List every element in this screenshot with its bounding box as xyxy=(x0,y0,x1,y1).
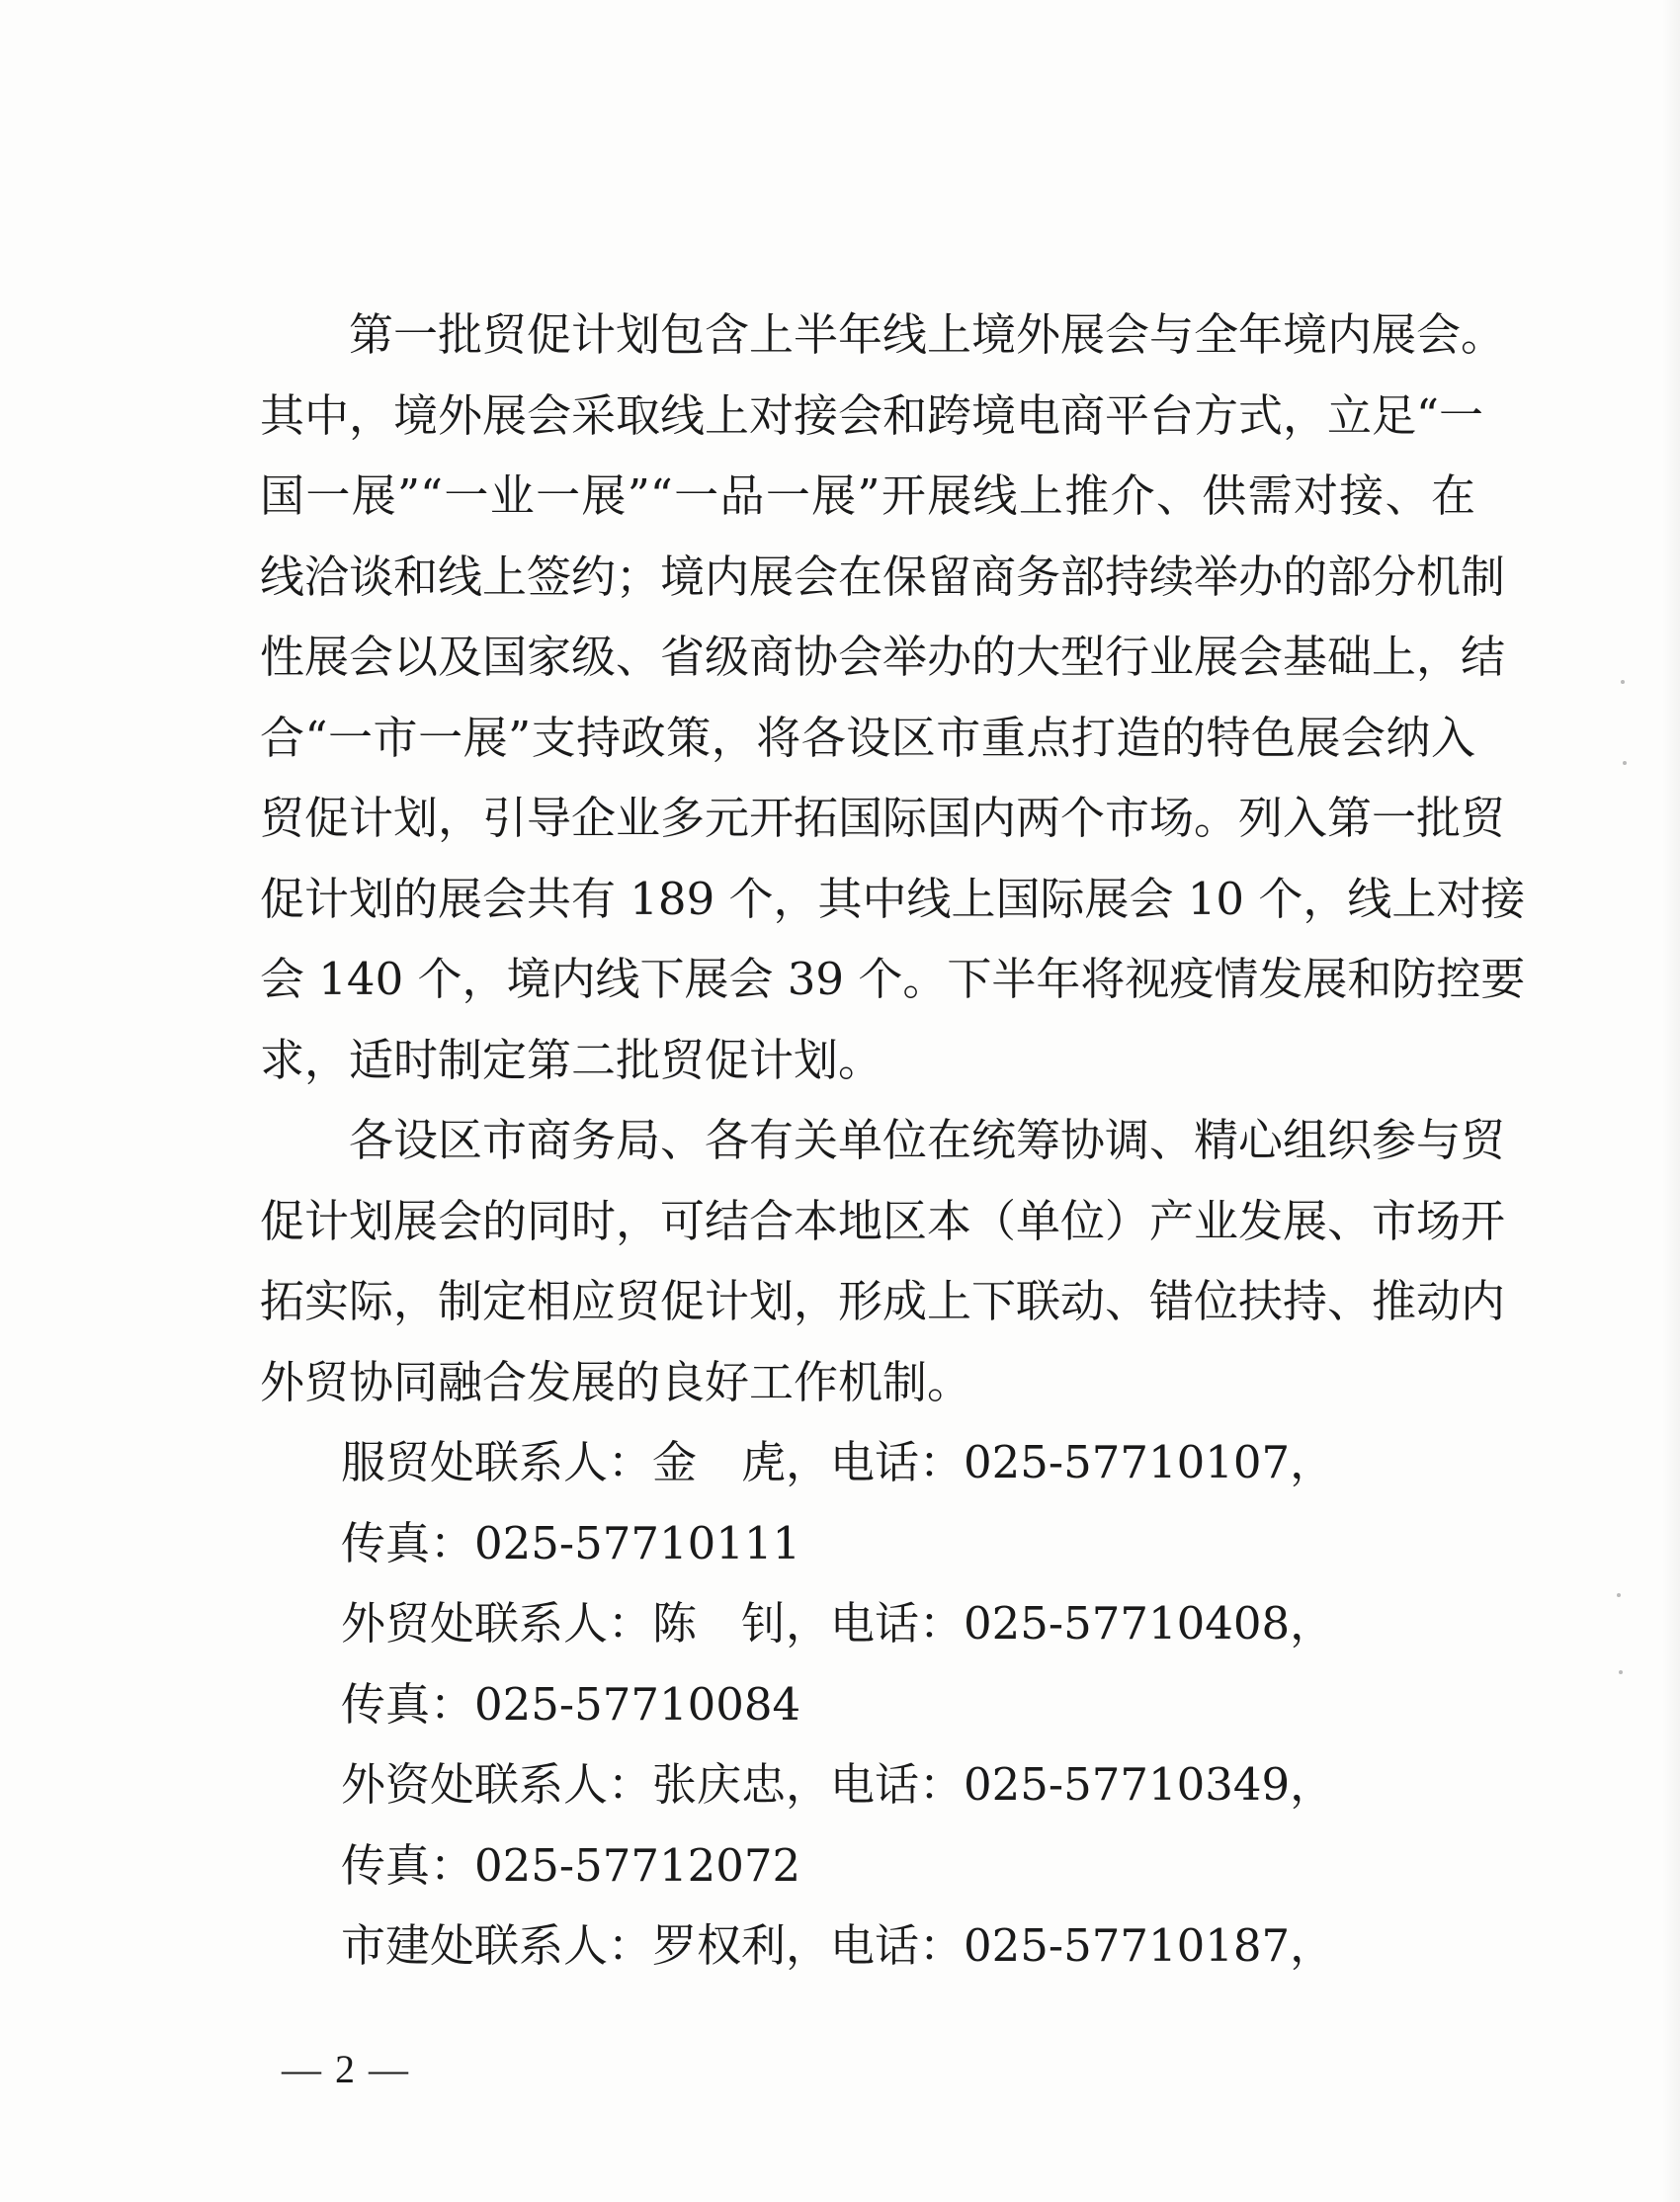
paragraph-line: 其中，境外展会采取线上对接会和跨境电商平台方式，立足“一 xyxy=(260,388,1484,442)
scan-speck xyxy=(1623,761,1627,765)
paragraph-line: 贸促计划，引导企业多元开拓国际国内两个市场。列入第一批贸 xyxy=(260,792,1506,844)
contact-fax-line: 传真：025-57710084 xyxy=(341,1677,801,1731)
contact-line: 市建处联系人：罗权利，电话：025-57710187， xyxy=(341,1919,1335,1972)
scan-speck xyxy=(1621,680,1625,684)
scan-speck xyxy=(1619,1670,1623,1674)
contact-line: 外资处联系人：张庆忠，电话：025-57710349， xyxy=(341,1758,1335,1811)
paragraph-line: 合“一市一展”支持政策，将各设区市重点打造的特色展会纳入 xyxy=(260,711,1475,764)
paragraph-line: 促计划展会的同时，可结合本地区本（单位）产业发展、市场开 xyxy=(260,1194,1506,1247)
paragraph-line: 促计划的展会共有 189 个，其中线上国际展会 10 个，线上对接 xyxy=(260,872,1526,925)
paragraph-line: 线洽谈和线上签约；境内展会在保留商务部持续举办的部分机制 xyxy=(260,550,1506,603)
paragraph-line: 各设区市商务局、各有关单位在统筹协调、精心组织参与贸 xyxy=(349,1114,1506,1166)
paragraph-line: 拓实际，制定相应贸促计划，形成上下联动、错位扶持、推动内 xyxy=(260,1275,1506,1327)
paragraph-line: 求，适时制定第二批贸促计划。 xyxy=(260,1033,883,1086)
scan-speck xyxy=(1617,1593,1621,1597)
paragraph-line: 性展会以及国家级、省级商协会举办的大型行业展会基础上，结 xyxy=(260,631,1506,683)
contact-line: 服贸处联系人：金 虎，电话：025-57710107， xyxy=(341,1436,1335,1488)
page-number: — 2 — xyxy=(282,2047,410,2091)
body-text xyxy=(260,295,1526,1987)
contact-fax-line: 传真：025-57712072 xyxy=(341,1838,801,1892)
contact-fax-line: 传真：025-57710111 xyxy=(341,1516,801,1569)
contact-line: 外贸处联系人：陈 钊，电话：025-57710408， xyxy=(341,1597,1335,1650)
paragraph-line: 国一展”“一业一展”“一品一展”开展线上推介、供需对接、在 xyxy=(260,469,1475,522)
paragraph-line: 第一批贸促计划包含上半年线上境外展会与全年境内展会。 xyxy=(349,308,1506,361)
paragraph-line: 外贸协同融合发展的良好工作机制。 xyxy=(260,1355,972,1408)
scan-edge-shadow xyxy=(1662,0,1680,2202)
paragraph-line: 会 140 个，境内线下展会 39 个。下半年将视疫情发展和防控要 xyxy=(260,953,1526,1005)
